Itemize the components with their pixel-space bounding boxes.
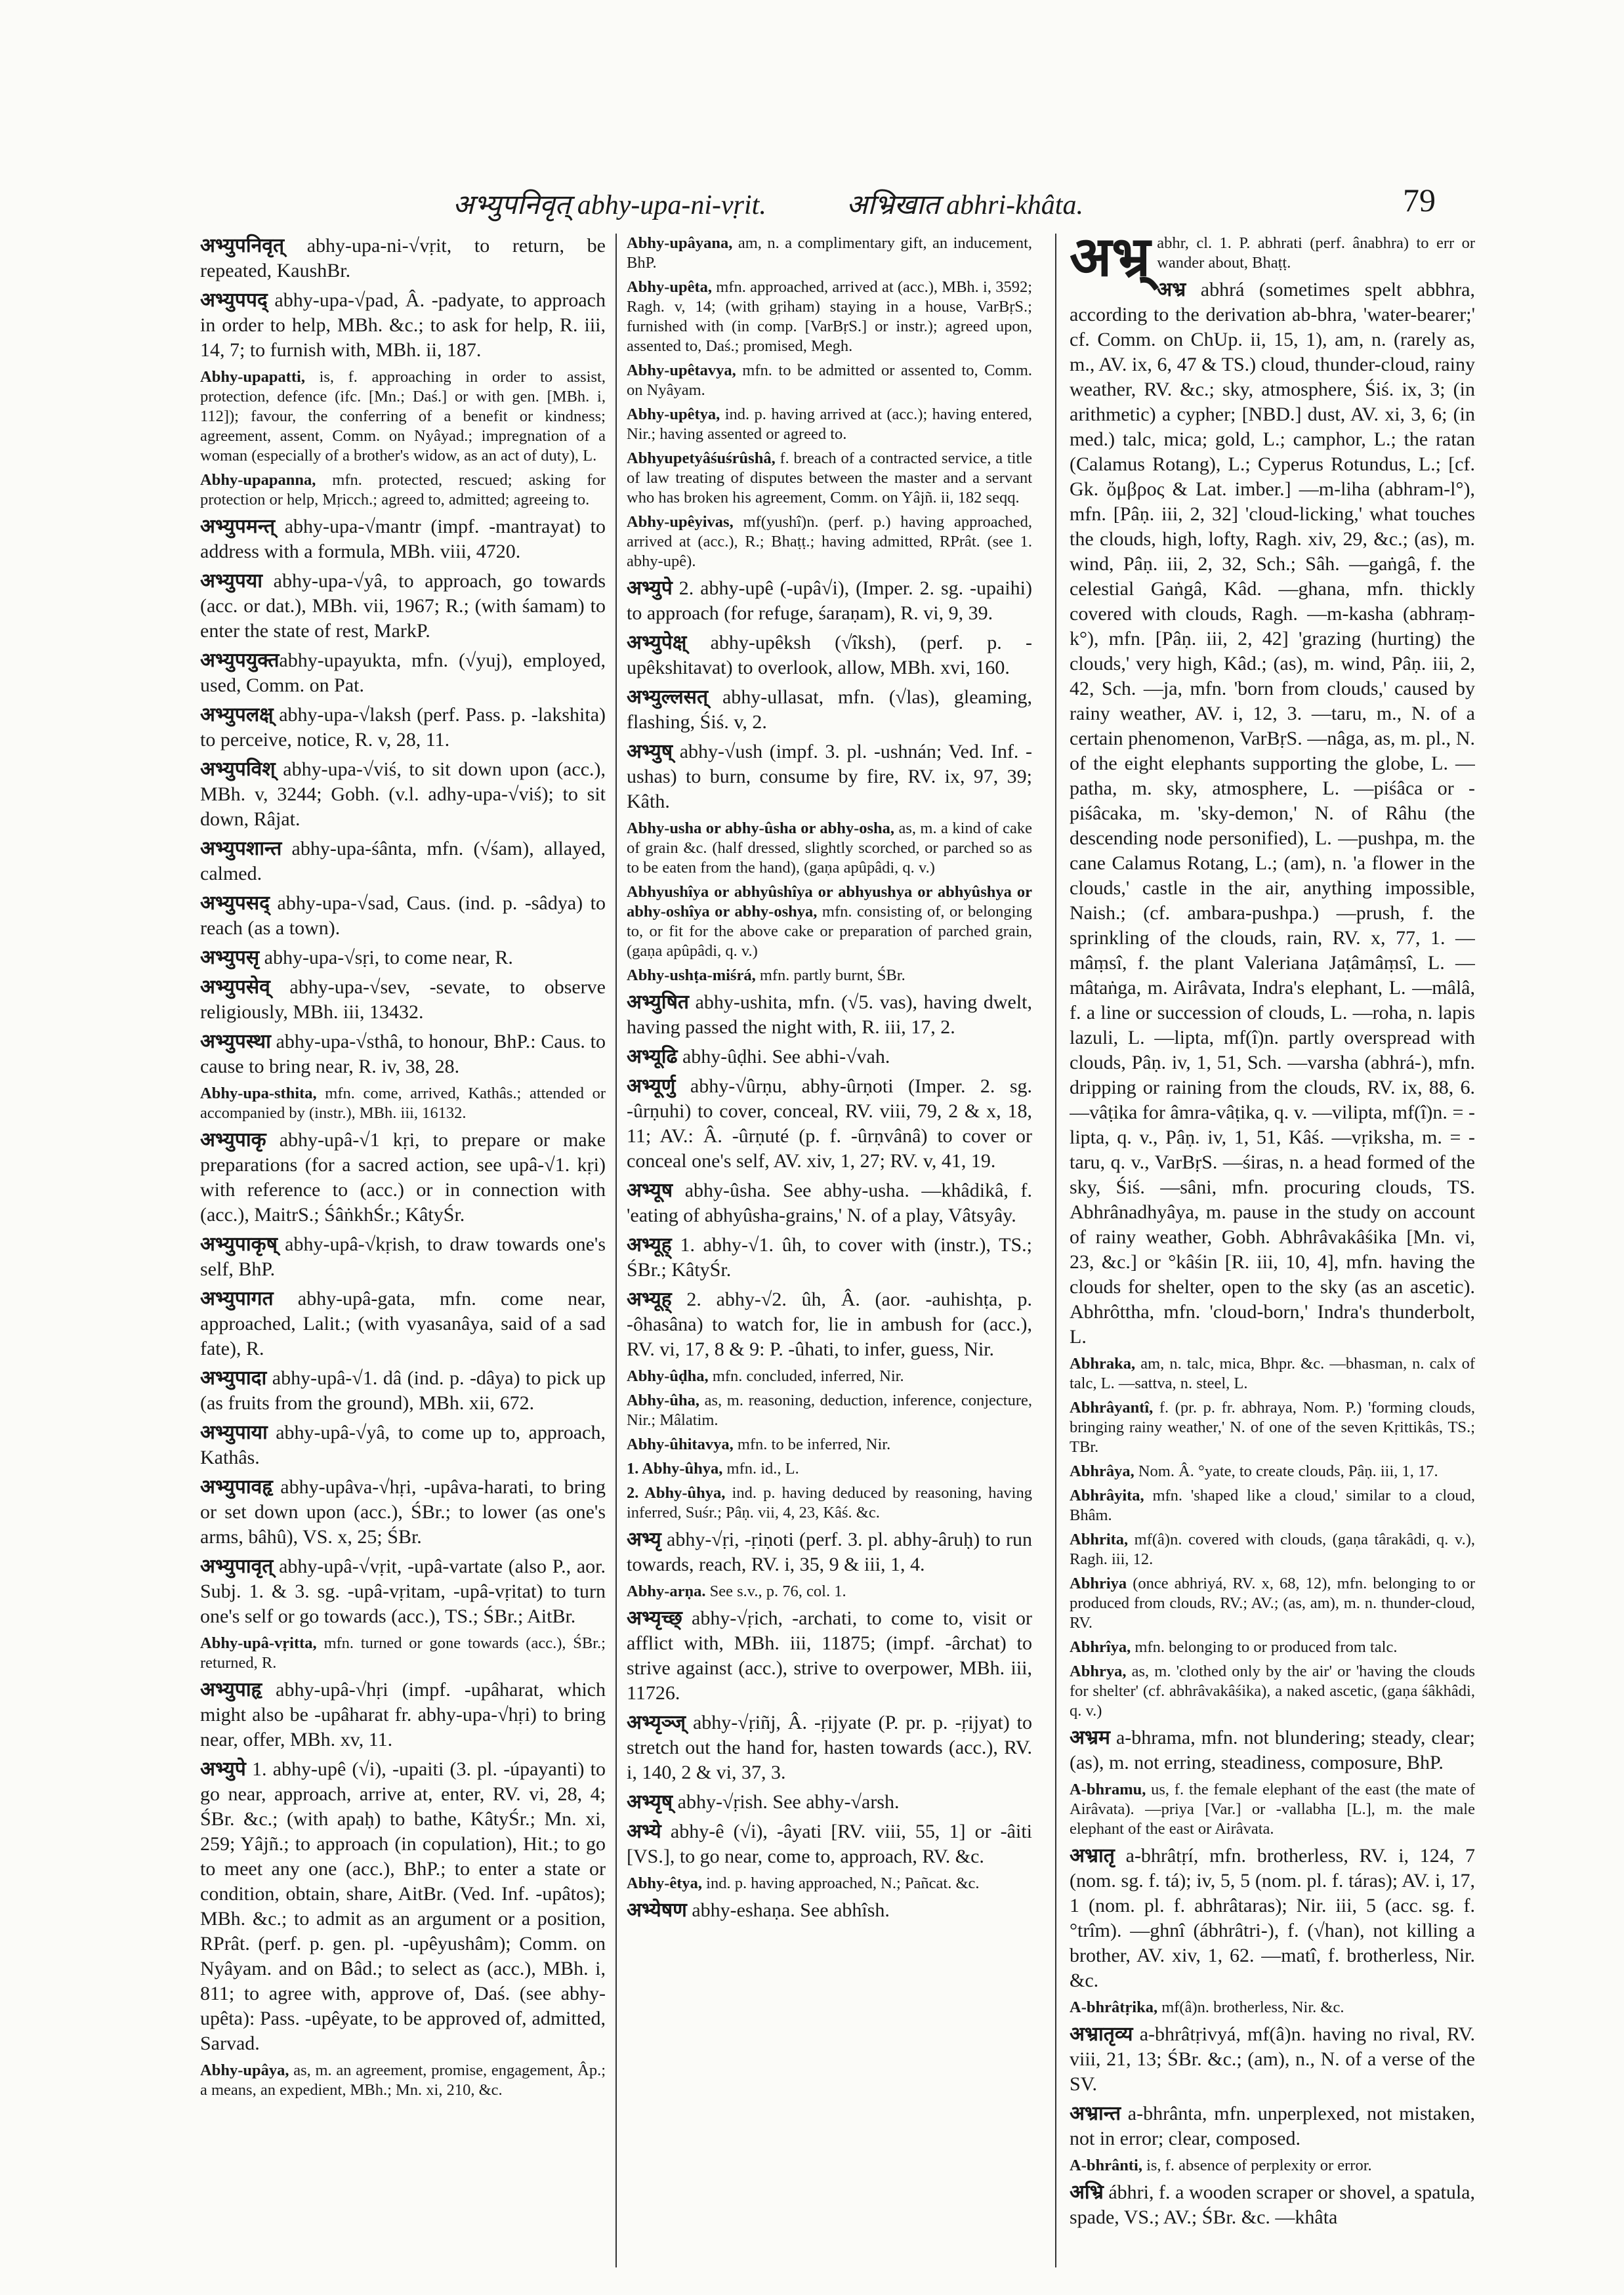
- entry-definition: abhy-√ush (impf. 3. pl. -ushnán; Ved. Inf. -ushas) to burn, consume by fire, RV. ix, 97, 39; Kâth.: [627, 741, 1032, 812]
- entry-headword: Abhy-upêtavya,: [627, 362, 736, 379]
- entry-headword: अभ्युपया: [200, 570, 263, 592]
- dictionary-entry: [627, 1819, 1032, 1869]
- dictionary-entry: [200, 2061, 606, 2100]
- entry-definition: a-bhrâtṛivyá, mf(â)n. having no rival, RV. viii, 21, 13; ŚBr. &c.; (am), n., N. of a verse of the SV.: [1070, 2023, 1475, 2095]
- entry-headword: Abhrâyantî,: [1070, 1399, 1154, 1416]
- entry-definition: mfn. consisting of, or belonging to, or fit for the above cake or preparation of parched grain, (gaṇa apûpâdi, q. v.): [627, 903, 1032, 960]
- dictionary-entry: [627, 1710, 1032, 1785]
- running-head: [0, 182, 1624, 231]
- entry-headword: अभ्युपविश्: [200, 758, 276, 780]
- dictionary-entry: [627, 234, 1032, 273]
- dictionary-entry: [627, 1367, 1032, 1386]
- dictionary-entry: [1070, 1638, 1475, 1657]
- dictionary-entry: [1070, 2022, 1475, 2097]
- dictionary-entry: [627, 512, 1032, 571]
- entry-definition: ábhri, f. a wooden scraper or shovel, a spatula, spade, VS.; AV.; ŚBr. &c. —khâta: [1070, 2181, 1475, 2228]
- entry-headword: अभ्यृञ्ज्: [627, 1712, 686, 1733]
- running-head-right: अभ्रिखात abhri-khâta.: [846, 190, 1083, 220]
- entry-headword: Abhy-upêta,: [627, 278, 713, 296]
- dictionary-entry: [200, 1128, 606, 1228]
- entry-definition: ind. p. having arrived at (acc.); having entered, Nir.; having assented or agreed to.: [627, 405, 1032, 443]
- entry-definition: abhy-upâ-√vṛit, -upâ-vartate (also P., aor. Subj. 1. & 3. sg. -upâ-vṛitam, -upâ-vṛitat) to turn one's self or go towards (acc.), TS.; ŚBr.; AitBr.: [200, 1556, 606, 1627]
- entry-definition: mf(â)n. covered with clouds, (gaṇa târakâdi, q. v.), Ragh. iii, 12.: [1070, 1531, 1475, 1568]
- dictionary-entry: [627, 405, 1032, 444]
- dictionary-entry: [1070, 2101, 1475, 2151]
- entry-definition: abhy-upâ-gata, mfn. come near, approached, Lalit.; (with vyasanâya, said of a sad fate), R.: [200, 1288, 606, 1359]
- entry-headword: अभ्युपाकृ: [200, 1129, 266, 1151]
- dictionary-entry: [1070, 1998, 1475, 2017]
- dictionary-entry: [200, 1475, 606, 1550]
- entry-headword: Abhy-ûḍha,: [627, 1367, 709, 1385]
- entry-definition: (once abhriyá, RV. x, 68, 12), mfn. belonging to or produced from clouds, RV.; AV.; (as, am), m. n. thunder-cloud, RV.: [1070, 1575, 1475, 1632]
- entry-headword: अभ्यृष्: [627, 1791, 673, 1813]
- entry-definition: abhy-√ṛiñj, Â. -ṛijyate (P. pr. p. -ṛijyat) to stretch out the hand for, hasten towards (acc.), RV. i, 140, 2 & vi, 37, 3.: [627, 1712, 1032, 1783]
- entry-definition: mfn. 'shaped like a cloud,' similar to a cloud, Bhâm.: [1070, 1487, 1475, 1524]
- entry-definition: mfn. to be inferred, Nir.: [733, 1436, 891, 1453]
- entry-headword: Abhrâya,: [1070, 1462, 1135, 1480]
- entry-definition: mfn. concluded, inferred, Nir.: [708, 1367, 904, 1385]
- entry-headword: अभ्यूह्: [627, 1289, 672, 1310]
- dictionary-entry: [1070, 1354, 1475, 1394]
- dictionary-entry: [200, 1678, 606, 1752]
- entry-headword: Abhy-upapatti,: [200, 368, 305, 386]
- column-3: [1070, 234, 1475, 2267]
- dictionary-entry: [627, 576, 1032, 626]
- dictionary-entry: [200, 569, 606, 644]
- entry-headword: Abhrya,: [1070, 1663, 1127, 1680]
- entry-headword: A-bhramu,: [1070, 1781, 1146, 1798]
- entry-headword: 2. Abhy-ûhya,: [627, 1484, 726, 1502]
- entry-definition: as, m. an agreement, promise, engagement, Âp.; a means, an expedient, MBh.; Mn. xi, 210, &c.: [200, 2061, 606, 2099]
- entry-definition: as, m. 'clothed only by the air' or 'having the clouds for shelter' (cf. abhrâvakâśika), a naked ascetic, (gaṇa śâkhâdi, q. v.): [1070, 1663, 1475, 1720]
- entry-headword: Abhy-upapanna,: [200, 471, 316, 489]
- dictionary-entry: [627, 685, 1032, 735]
- entry-definition: is, f. approaching in order to assist, protection, defence (ifc. [Mn.; Daś.] or with gen. [MBh. i, 112]); favour, the conferring of a benefit or kindness; agreement, assent, Comm. on Nyâyad.; impregnation of a woman (especially of a brother's widow, as an act of duty), L.: [200, 368, 606, 465]
- entry-headword: अभ्यूह्: [627, 1234, 672, 1256]
- entry-definition: abhy-upa-√mantr (impf. -mantrayat) to address with a formula, MBh. viii, 4720.: [200, 516, 606, 562]
- entry-definition: Nom. Â. °yate, to create clouds, Pâṇ. iii, 1, 17.: [1134, 1462, 1438, 1480]
- column-2: [627, 234, 1032, 2267]
- entry-definition: mfn. partly burnt, ŚBr.: [755, 966, 906, 984]
- entry-definition: See s.v., p. 76, col. 1.: [705, 1582, 846, 1600]
- dictionary-entry: [1070, 1574, 1475, 1633]
- dictionary-entry: [627, 1582, 1032, 1602]
- entry-headword: Abhy-arṇa.: [627, 1582, 706, 1600]
- dictionary-entry: [200, 648, 606, 698]
- entry-headword: Abhriya: [1070, 1575, 1127, 1592]
- entry-definition: mfn. to be admitted or assented to, Comm. on Nyâyam.: [627, 362, 1032, 399]
- entry-definition: abhy-upa-ni-√vṛit, to return, be repeated, KaushBr.: [200, 235, 606, 281]
- dictionary-entry: [200, 837, 606, 886]
- entry-headword: अभ्रान्त: [1070, 2103, 1121, 2124]
- entry-definition: abhy-upa-√sthâ, to honour, BhP.: Caus. to cause to bring near, R. iv, 38, 28.: [200, 1031, 606, 1077]
- entry-definition: abhy-ûsha. See abhy-usha. —khâdikâ, f. 'eating of abhyûsha-grains,' N. of a play, Vâtsyây.: [627, 1180, 1032, 1226]
- dictionary-entry: [1070, 1844, 1475, 1993]
- dictionary-entry: [1070, 1398, 1475, 1457]
- column-1: [200, 234, 606, 2267]
- entry-headword: Abhy-upâya,: [200, 2061, 289, 2079]
- entry-headword: Abhy-upâ-vṛitta,: [200, 1634, 317, 1652]
- entry-definition: abhrá (sometimes spelt abbhra, according to the derivation ab-bhra, 'water-bearer;' cf. Comm. on ChUp. ii, 15, 1), am, n. (rarely as, m., AV. ix, 6, 47 & TS.) cloud, thunder-cloud, rainy weather, RV. &c.; sky, atmosphere, Śiś. ix, 3; (in arithmetic) a cypher; [NBD.] dust, AV. xi, 3, 6; (in med.) talc, mica; gold, L.; camphor, L.; the ratan (Calamus Rotang), L.; Cyperus Rotundus, L.; [cf. Gk. ὄμβρος & Lat. imber.] —m-liha (abhram-l°), mfn. [Pâṇ. iii, 2, 32] 'cloud-licking,' what touches the clouds, high, lofty, Ragh. xiv, 29, &c.; (as), m. wind, Pâṇ. iii, 2, 32, Sch.; Sâh. —gaṅgâ, f. the celestial Gaṅgâ, Kâd. —ghana, mfn. thickly covered with clouds, Ragh. —m-kasha (abhraṃ-k°), mfn. [Pâṇ. iii, 2, 42] 'grazing (hurting) the clouds,' very high, Kâd.; (as), m. wind, Pâṇ. iii, 2, 42, Sch. —ja, mfn. 'born from clouds,' caused by rainy weather, AV. i, 12, 3. —taru, m., N. of a certain phenomenon, VarBṛS. —nâga, as, m. pl., N. of the eight elephants supporting the globe, L. —patha, m. sky, atmosphere, L. —piśâca or -piśâcaka, m. 'sky-demon,' N. of Râhu (the descending node personified), L. —pushpa, m. the cane Calamus Rotang, L.; (am), n. 'a flower in the clouds,' castle in the air, anything impossible, Naish.; (cf. ambara-pushpa.) —prush, f. the sprinkling of the clouds, rain, RV. x, 77, 1. —mâṃsî, f. the plant Valeriana Jaṭâmâṃsî, L. —mâtaṅga, m. Airâvata, Indra's elephant, L. —mâlâ, f. a line or succession of clouds, L. —roha, n. lapis lazuli, L. —lipta, mf(î)n. partly overspread with clouds, Pâṇ. iv, 1, 51, Sch. —varsha (abhrá-), mfn. dripping or raining from the clouds, RV. ix, 88, 6. —vâṭika for âmra-vâṭika, q. v. —vilipta, mf(î)n. = -lipta, q. v., Pâṇ. iv, 1, 51, Kâś. —vṛiksha, m. = -taru, q. v., VarBṛS. —śiras, n. a head formed of the sky, Śiś. —sâni, mfn. procuring clouds, TS. Abhrânadhyâya, m. pause in the study on account of rainy weather, Gobh. Abhrâvakâśika [Mn. vi, 23, &c.] or °kâśin [R. iii, 10, 4], mfn. having the clouds for shelter, open to the sky (as an ascetic). Abhrôttha, mfn. 'cloud-born,' Indra's thunderbolt, L.: [1070, 279, 1475, 1348]
- entry-headword: Abhyushîya or abhyûshîya or abhyushya or abhyûshya or abhy-oshîya or abhy-oshya,: [627, 883, 1032, 920]
- entry-definition: as, m. reasoning, deduction, inference, conjecture, Nir.; Mâlatim.: [627, 1392, 1032, 1429]
- entry-definition: f. breach of a contracted service, a title of law treating of disputes between the master and a servant who has broken his agreement, Comm. on Yâjñ. ii, 182 seqq.: [627, 449, 1032, 507]
- entry-headword: अभ्रातृ: [1070, 1845, 1115, 1867]
- entry-headword: Abhy-upêyivas,: [627, 513, 734, 531]
- dictionary-entry: [627, 1790, 1032, 1815]
- entry-definition: mf(yushî)n. (perf. p.) having approached, arrived at (acc.), R.; Bhaṭṭ.; having admitted, RPrât. (see 1. abhy-upê).: [627, 513, 1032, 570]
- entry-headword: अभ्युपसेव्: [200, 976, 270, 998]
- entry-headword: अभ्युपाकृष्: [200, 1233, 278, 1255]
- entry-definition: am, n. a complimentary gift, an inducement, BhP.: [627, 234, 1032, 272]
- entry-headword: 1. Abhy-ûhya,: [627, 1460, 723, 1478]
- entry-definition: is, f. absence of perplexity or error.: [1142, 2157, 1372, 2174]
- entry-headword: Abhyupetyâśuśrûshâ,: [627, 449, 776, 467]
- entry-headword: अभ्युपेक्ष्: [627, 632, 687, 653]
- dictionary-entry: [627, 631, 1032, 680]
- entry-definition: abhy-upa-√sad, Caus. (ind. p. -sâdya) to reach (as a town).: [200, 892, 606, 939]
- entry-headword: अभ्र: [1157, 279, 1186, 300]
- dictionary-entry: [200, 1420, 606, 1470]
- entry-definition: abhy-upa-√yâ, to approach, go towards (acc. or dat.), MBh. vii, 1967; R.; (with śamam) to enter the state of rest, MarkP.: [200, 570, 606, 642]
- dictionary-entry: [1070, 1462, 1475, 1481]
- dictionary-entry: [627, 1435, 1032, 1455]
- dictionary-entry: [1070, 2156, 1475, 2176]
- dictionary-entry: [627, 1391, 1032, 1430]
- entry-definition: abhy-eshaṇa. See abhîsh.: [686, 1899, 890, 1921]
- dictionary-entry: [200, 470, 606, 510]
- entry-headword: अभ्युपाहृ: [200, 1679, 262, 1701]
- dictionary-entry: [1070, 2180, 1475, 2230]
- entry-definition: mfn. protected, rescued; asking for protection or help, Mṛicch.; agreed to, admitted; agreeing to.: [200, 471, 606, 508]
- entry-headword: Abhy-usha or abhy-ûsha or abhy-osha,: [627, 819, 895, 837]
- entry-definition: abhy-upâ-√kṛish, to draw towards one's self, BhP.: [200, 1233, 606, 1280]
- dictionary-entry: [627, 1287, 1032, 1362]
- entry-definition: mfn. belonging to or produced from talc.: [1131, 1638, 1398, 1656]
- entry-headword: Abhy-ushṭa-miśrá,: [627, 966, 756, 984]
- dictionary-entry: [1070, 278, 1475, 1350]
- entry-headword: अभ्युपादा: [200, 1367, 267, 1389]
- entry-headword: अभ्युपनिवृत्: [200, 235, 285, 257]
- entry-headword: अभ्युपपद्: [200, 289, 268, 311]
- entry-definition: abhy-upa-√pad, Â. -padyate, to approach in order to help, MBh. &c.; to ask for help, R. iii, 14, 7; to furnish with, MBh. ii, 187.: [200, 289, 606, 361]
- entry-headword: अभ्युपमन्त्: [200, 516, 276, 537]
- entry-headword: Abhy-upa-sthita,: [200, 1085, 317, 1102]
- entry-definition: abhy-upêksh (√îksh), (perf. p. -upêkshitavat) to overlook, allow, MBh. xvi, 160.: [627, 632, 1032, 678]
- entry-headword: Abhy-êtya,: [627, 1874, 703, 1892]
- entry-definition: abhy-upa-√laksh (perf. Pass. p. -lakshita) to perceive, notice, R. v, 28, 11.: [200, 704, 606, 751]
- entry-definition: abhy-ushita, mfn. (√5. vas), having dwelt, having passed the night with, R. iii, 17, 2.: [627, 991, 1032, 1038]
- entry-definition: abhy-upâ-√yâ, to come up to, approach, Kathâs.: [200, 1422, 606, 1468]
- dictionary-entry: [1070, 1530, 1475, 1569]
- entry-headword: अभ्यृ: [627, 1529, 661, 1550]
- entry-definition: as, m. a kind of cake of grain &c. (half dressed, slightly scorched, or parched so as to be eaten from the hand), (gaṇa apûpâdi, q. v.): [627, 819, 1032, 877]
- entry-headword: Abhrita,: [1070, 1531, 1129, 1548]
- running-head-left: अभ्युपनिवृत् abhy-upa-ni-vṛit.: [453, 190, 766, 220]
- entry-headword: अभ्युषित: [627, 991, 690, 1013]
- entry-definition: abhy-√ûrṇu, abhy-ûrṇoti (Imper. 2. sg. -ûrṇuhi) to cover, conceal, RV. viii, 79, 2 & x, 18, 11; AV.: Â. -ûrṇuté (p. f. -ûrṇvânâ) to cover or conceal one's self, AV. xiv, 1, 27; RV. v, 41, 19.: [627, 1075, 1032, 1172]
- entry-headword: अभ्युपावहृ: [200, 1476, 273, 1498]
- dictionary-entry: [627, 1074, 1032, 1174]
- dictionary-entry: [200, 1232, 606, 1282]
- entry-headword: अभ्युपयुक्त: [200, 650, 280, 671]
- entry-headword: अभ्रम: [1070, 1727, 1110, 1748]
- page-number: 79: [1403, 182, 1436, 218]
- entry-definition: abhy-ûḍhi. See abhi-√vah.: [677, 1046, 890, 1067]
- dictionary-entry: [200, 367, 606, 466]
- dictionary-entry: [200, 1366, 606, 1416]
- dictionary-entry: [627, 1874, 1032, 1893]
- entry-definition: a-bhrâtṛí, mfn. brotherless, RV. i, 124, 7 (nom. sg. f. tá); iv, 5, 5 (nom. pl. f. táras); AV. i, 17, 1 (nom. pl. f. abhrâtaras); Nir. iii, 5 (acc. sg. f. °trîm). —ghnî (ábhrâtri-), f. (√han), not killing a brother, AV. xiv, 1, 62. —matî, f. brotherless, Nir. &c.: [1070, 1845, 1475, 1991]
- entry-definition: f. (pr. p. fr. abhraya, Nom. P.) 'forming clouds, bringing rainy weather,' N. of one of the seven Kṛittikâs, TS.; TBr.: [1070, 1399, 1475, 1456]
- entry-definition: mfn. come, arrived, Kathâs.; attended or accompanied by (instr.), MBh. iii, 16132.: [200, 1085, 606, 1122]
- entry-headword: अभ्यूढि: [627, 1046, 678, 1067]
- dictionary-entry: [200, 945, 606, 970]
- dictionary-entry: [627, 1527, 1032, 1577]
- entry-definition: abhy-√ṛish. See abhy-√arsh.: [673, 1791, 900, 1813]
- dictionary-entry: [627, 819, 1032, 878]
- entry-definition: ind. p. having deduced by reasoning, having inferred, Suśr.; Pâṇ. vii, 4, 23, Kâś. &c.: [627, 1484, 1032, 1521]
- dictionary-entry: [1070, 1726, 1475, 1775]
- entry-headword: अभ्युल्लसत्: [627, 686, 709, 708]
- entry-definition: a-bhrama, mfn. not blundering; steady, clear; (as), m. not erring, steadiness, composure, BhP.: [1070, 1727, 1475, 1773]
- dictionary-entry: [200, 1634, 606, 1673]
- dictionary-entry: [1070, 1486, 1475, 1525]
- dictionary-entry: [627, 1898, 1032, 1923]
- entry-headword: अभ्युपागत: [200, 1288, 274, 1310]
- entry-definition: 2. abhy-√2. ûh, Â. (aor. -auhishṭa, p. -ôhasâna) to watch for, lie in ambush for (acc.), RV. vi, 17, 8 & 9: P. -ûhati, to infer, guess, Nir.: [627, 1289, 1032, 1360]
- dictionary-entry: [627, 361, 1032, 400]
- entry-definition: us, f. the female elephant of the east (the mate of Airâvata). —priya [Var.] or -vallabha [L.], m. the male elephant of the east or Airâvata.: [1070, 1781, 1475, 1838]
- dictionary-entry: [627, 278, 1032, 356]
- dictionary-entry: [627, 1606, 1032, 1706]
- entry-definition: abhy-upa-√sṛi, to come near, R.: [259, 947, 513, 968]
- entry-definition: abhy-ullasat, mfn. (√las), gleaming, flashing, Śiś. v, 2.: [627, 686, 1032, 733]
- entry-definition: abhy-ê (√i), -âyati [RV. viii, 55, 1] or -âiti [VS.], to go near, come to, approach, RV. &c.: [627, 1821, 1032, 1867]
- dictionary-entry: [627, 966, 1032, 985]
- entry-definition: 2. abhy-upê (-upâ√i), (Imper. 2. sg. -upaihi) to approach (for refuge, śaraṇam), R. vi, 9, 39.: [627, 577, 1032, 624]
- entry-headword: अभ्ये: [627, 1821, 661, 1842]
- dictionary-entry: [627, 882, 1032, 961]
- entry-headword: Abhy-ûhitavya,: [627, 1436, 734, 1453]
- entry-definition: a-bhrânta, mfn. unperplexed, not mistaken, not in error; clear, composed.: [1070, 2103, 1475, 2149]
- entry-definition: abhy-upayukta, mfn. (√yuj), employed, used, Comm. on Pat.: [200, 650, 606, 696]
- entry-headword: Abhrîya,: [1070, 1638, 1131, 1656]
- dictionary-entry: [1070, 234, 1475, 288]
- dictionary-entry: [200, 1084, 606, 1123]
- column-rule: [1055, 234, 1056, 2267]
- entry-definition: mf(â)n. brotherless, Nir. &c.: [1157, 1998, 1344, 2016]
- entry-definition: mfn. turned or gone towards (acc.), ŚBr.; returned, R.: [200, 1634, 606, 1672]
- entry-headword: अभ्युपसद्: [200, 892, 270, 914]
- entry-definition: abhy-upâ-√1. dâ (ind. p. -dâya) to pick up (as fruits from the ground), MBh. xii, 672.: [200, 1367, 606, 1414]
- dictionary-entry: [200, 975, 606, 1025]
- entry-headword: Abhrâyita,: [1070, 1487, 1144, 1504]
- entry-headword: अभ्यृच्छ्: [627, 1607, 682, 1629]
- entry-definition: abhy-upa-śânta, mfn. (√śam), allayed, calmed.: [200, 838, 606, 884]
- entry-definition: mfn. id., L.: [722, 1460, 799, 1478]
- entry-headword: अभ्युपशान्त: [200, 838, 282, 859]
- dictionary-entry: [200, 703, 606, 753]
- dictionary-entry: [627, 1044, 1032, 1069]
- entry-headword: Abhraka,: [1070, 1355, 1136, 1373]
- entry-headword: Abhy-ûha,: [627, 1392, 699, 1409]
- entry-headword: अभ्यूष: [627, 1180, 673, 1201]
- dictionary-entry: [200, 234, 606, 283]
- entry-definition: mfn. approached, arrived at (acc.), MBh. i, 3592; Ragh. v, 14; (with gṛiham) staying in a house, VarBṛS.; furnished with (in comp. [VarBṛS.] or instr.); agreed upon, assented to, Daś.; promised, Megh.: [627, 278, 1032, 355]
- entry-headword: अभ्येषण: [627, 1899, 687, 1921]
- drop-headword: अभ्र्: [1070, 234, 1151, 288]
- dictionary-entry: [200, 1029, 606, 1079]
- dictionary-entry: [200, 514, 606, 564]
- entry-definition: abhr, cl. 1. P. abhrati (perf. ânabhra) to err or wander about, Bhaṭṭ.: [1157, 234, 1475, 272]
- dictionary-entry: [627, 1233, 1032, 1283]
- entry-headword: अभ्युपाया: [200, 1422, 268, 1443]
- entry-definition: abhy-upâ-√1 kṛi, to prepare or make preparations (for a sacred action, see upâ-√1. kṛi) with reference to (acc.) or in connection with (acc.), MaitrS.; ŚâṅkhŚr.; KâtyŚr.: [200, 1129, 606, 1226]
- entry-definition: abhy-upâ-√hṛi (impf. -upâharat, which might also be -upâharat fr. abhy-upa-√hṛi) to bring near, offer, MBh. xv, 11.: [200, 1679, 606, 1750]
- entry-headword: Abhy-upêtya,: [627, 405, 720, 423]
- entry-headword: अभ्युष्: [627, 741, 673, 762]
- entry-definition: 1. abhy-upê (√i), -upaiti (3. pl. -úpayanti) to go near, approach, arrive at, enter, RV. vi, 28, 4; ŚBr. &c.; (with apaḥ) to bathe, KâtyŚr.; Mn. xi, 259; Yâjñ.; to approach (in copulation), Hit.; to go to meet any one (acc.), BhP.; to enter a state or condition, obtain, share, AitBr. (Ved. Inf. -upâtos); MBh. &c.; to admit as an argument or a position, RPrât. (perf. p. gen. pl. -upêyushâm); Comm. on Nyâyam. and on Bâd.; to select as (acc.), MBh. i, 811; to agree with, approve of, Daś. (see abhy-upêta): Pass. -upêyate, to be approved of, admitted, Sarvad.: [200, 1758, 606, 2054]
- entry-headword: अभ्युपे: [200, 1758, 246, 1780]
- entry-definition: abhy-√ṛi, -ṛiṇoti (perf. 3. pl. abhy-âruḥ) to run towards, reach, RV. i, 35, 9 & iii, 1, 4.: [627, 1529, 1032, 1575]
- dictionary-entry: [627, 739, 1032, 814]
- entry-definition: abhy-√ṛich, -archati, to come to, visit or afflict with, MBh. iii, 11875; (impf. -ârchat) to strive against (acc.), strive to overpower, MBh. iii, 11726.: [627, 1607, 1032, 1704]
- dictionary-entry: [627, 449, 1032, 508]
- entry-headword: अभ्रि: [1070, 2181, 1104, 2203]
- entry-headword: A-bhrâtṛika,: [1070, 1998, 1158, 2016]
- entry-headword: अभ्युपस्था: [200, 1031, 271, 1052]
- entry-headword: अभ्रातृव्य: [1070, 2023, 1133, 2045]
- entry-definition: abhy-upa-√sev, -sevate, to observe religiously, MBh. iii, 13432.: [200, 976, 606, 1023]
- dictionary-entry: [200, 1287, 606, 1361]
- dictionary-entry: [200, 1757, 606, 2056]
- dictionary-entry: [200, 288, 606, 363]
- entry-headword: अभ्युपसृ: [200, 947, 260, 968]
- dictionary-entry: [1070, 1662, 1475, 1721]
- entry-headword: A-bhrânti,: [1070, 2157, 1142, 2174]
- entry-headword: अभ्युपलक्ष्: [200, 704, 274, 726]
- entry-definition: 1. abhy-√1. ûh, to cover with (instr.), TS.; ŚBr.; KâtyŚr.: [627, 1234, 1032, 1281]
- dictionary-entry: [627, 1178, 1032, 1228]
- column-rule: [615, 234, 617, 2267]
- entry-headword: अभ्युपावृत्: [200, 1556, 274, 1577]
- dictionary-entry: [200, 757, 606, 832]
- dictionary-entry: [1070, 1780, 1475, 1839]
- entry-headword: अभ्युपे: [627, 577, 673, 599]
- dictionary-entry: [200, 891, 606, 941]
- entry-definition: abhy-upâva-√hṛi, -upâva-harati, to bring or set down upon (acc.), ŚBr.; to lower (as one's arms, bâhû), VS. x, 25; ŚBr.: [200, 1476, 606, 1548]
- entry-definition: ind. p. having approached, N.; Pañcat. &c.: [702, 1874, 980, 1892]
- dictionary-entry: [627, 1459, 1032, 1479]
- entry-headword: Abhy-upâyana,: [627, 234, 733, 252]
- dictionary-entry: [627, 1483, 1032, 1523]
- entry-definition: abhy-upa-√viś, to sit down upon (acc.), MBh. v, 3244; Gobh. (v.l. adhy-upa-√viś); to sit down, Râjat.: [200, 758, 606, 830]
- dictionary-entry: [200, 1554, 606, 1629]
- entry-headword: अभ्यूर्णु: [627, 1075, 676, 1097]
- dictionary-entry: [627, 990, 1032, 1040]
- entry-definition: am, n. talc, mica, Bhpr. &c. —bhasman, n. calx of talc, L. —sattva, n. steel, L.: [1070, 1355, 1475, 1392]
